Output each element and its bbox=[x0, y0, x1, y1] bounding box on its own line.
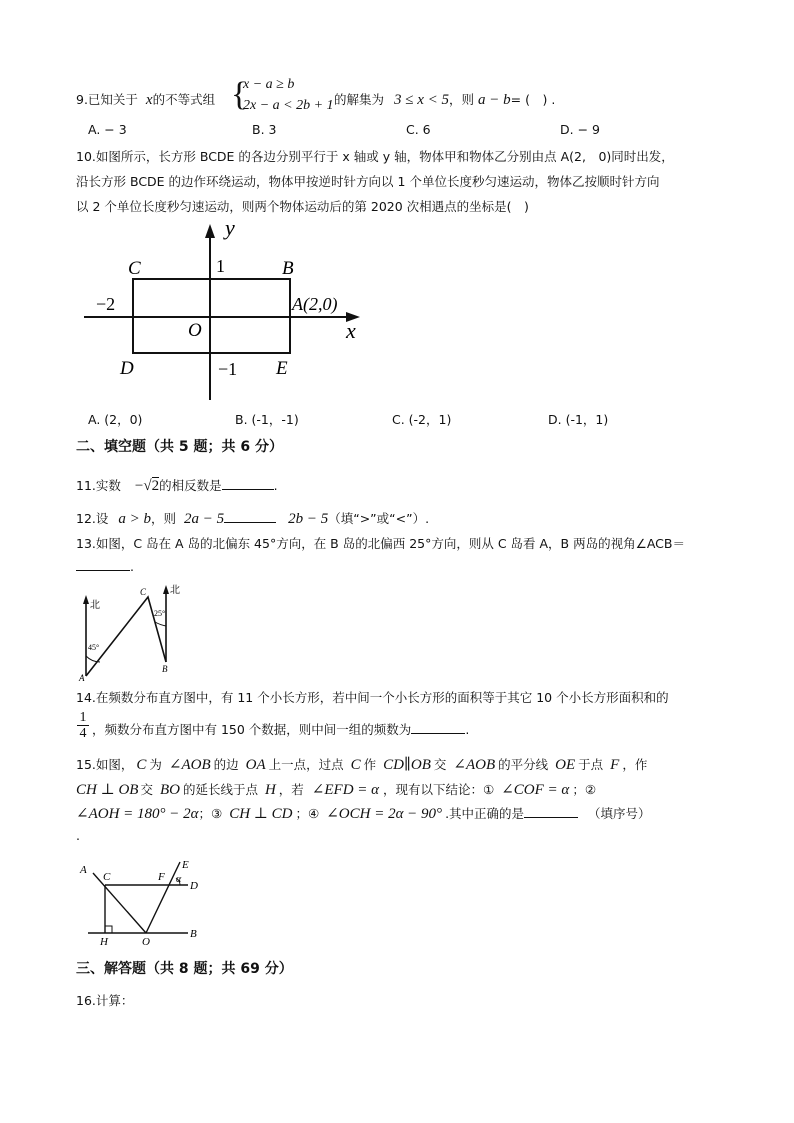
fig15-alpha: α bbox=[176, 874, 182, 885]
fig10-y-label: y bbox=[225, 220, 235, 240]
fig13-angle-45: 45° bbox=[88, 643, 100, 652]
fig10-x-label: x bbox=[346, 318, 356, 343]
q13-figure bbox=[76, 582, 186, 682]
fig10-O: O bbox=[188, 320, 202, 341]
q16-stem: 16.计算： bbox=[76, 993, 134, 1008]
q15-line4: . bbox=[76, 828, 80, 843]
q14-line1: 14.在频数分布直方图中，有 11 个小长方形，若中间一个小长方形的面积等于其它 10 个小长方形面积和的 bbox=[76, 690, 669, 705]
fig13-north-a: 北 bbox=[90, 600, 100, 611]
q9-option-b: B. 3 bbox=[252, 122, 277, 137]
q11-stem: 11.实数 −√2的相反数是 . bbox=[76, 478, 278, 494]
q10-figure bbox=[80, 220, 380, 402]
q9-ineq1: x − a ≥ b bbox=[243, 77, 295, 92]
fig10-neg2: −2 bbox=[96, 294, 116, 314]
q9-ineq2: 2x − a < 2b + 1 bbox=[243, 98, 334, 113]
q10-line1: 10.如图所示，长方形 BCDE 的各边分别平行于 x 轴或 y 轴，物体甲和物体乙分别由点 A(2, 0)同时出发， bbox=[76, 149, 674, 164]
q14-line2: ，频数分布直方图中有 150 个数据，则中间一组的频数为 . bbox=[92, 722, 470, 737]
q15-figure bbox=[76, 856, 206, 946]
fig15-D: D bbox=[190, 880, 198, 892]
q15-line2: CH ⊥ OB 交 BO 的延长线于点 H ，若 ∠EFD = α ，现有以下结论：① ∠COF = α ；② bbox=[76, 782, 597, 798]
q10-line3: 以 2 个单位长度秒匀速运动，则两个物体运动后的第 2020 次相遇点的坐标是( ) bbox=[76, 199, 529, 214]
fig10-one: 1 bbox=[216, 256, 225, 276]
q14-fraction: 1 4 bbox=[77, 711, 89, 742]
q15-line3: ∠AOH = 180° − 2α；③ CH ⊥ CD ；④ ∠OCH = 2α − 90° .其中正确的是 （填序号） bbox=[76, 806, 651, 822]
fig10-neg1: −1 bbox=[218, 359, 238, 379]
fig15-E: E bbox=[182, 859, 189, 871]
q10-option-c: C. (-2，1) bbox=[392, 412, 452, 427]
fig13-B: B bbox=[162, 664, 168, 674]
q9-brace: { bbox=[231, 76, 248, 113]
fig15-A: A bbox=[80, 864, 87, 876]
q10-option-b: B. (-1，-1) bbox=[235, 412, 299, 427]
fig15-O: O bbox=[142, 936, 150, 946]
section-2-title: 二、填空题（共 5 题；共 6 分） bbox=[76, 439, 283, 455]
fig10-B: B bbox=[282, 258, 294, 279]
fig15-B: B bbox=[190, 928, 197, 940]
q10-option-a: A. (2，0) bbox=[88, 412, 143, 427]
q9-option-d: D. − 9 bbox=[560, 122, 600, 137]
fig10-E: E bbox=[276, 358, 288, 379]
fig15-H: H bbox=[100, 936, 108, 946]
fig13-angle-25: 25° bbox=[154, 609, 166, 618]
q9-option-a: A. − 3 bbox=[88, 122, 127, 137]
q13-line1: 13.如图，C 岛在 A 岛的北偏东 45°方向，在 B 岛的北偏西 25°方向，则从 C 岛看 A，B 两岛的视角∠ACB＝ bbox=[76, 536, 685, 551]
fig13-north-b: 北 bbox=[170, 585, 180, 596]
q15-line1: 15.如图， C 为 ∠AOB 的边 OA 上一点，过点 C 作 CD∥OB 交 ∠AOB 的平分线 OE 于点 F ，作 bbox=[76, 757, 648, 773]
fig15-C: C bbox=[103, 871, 111, 883]
fig10-C: C bbox=[128, 258, 141, 279]
fig13-A: A bbox=[79, 673, 85, 682]
q9-option-c: C. 6 bbox=[406, 122, 431, 137]
fig10-D: D bbox=[120, 358, 134, 379]
q12-stem: 12.设 a > b，则 2a − 5 2b − 5（填“>”或“<”）. bbox=[76, 511, 430, 527]
q9-stem: 9.已知关于 x的不等式组 bbox=[76, 92, 216, 108]
q10-option-d: D. (-1，1) bbox=[548, 412, 609, 427]
fig13-C: C bbox=[140, 587, 147, 597]
fig10-A: A(2,0) bbox=[292, 294, 338, 314]
section-3-title: 三、解答题（共 8 题；共 69 分） bbox=[76, 961, 293, 977]
fig15-F: F bbox=[158, 871, 165, 883]
q9-tail: 的解集为 3 ≤ x < 5，则 a − b= ( ) . bbox=[334, 92, 556, 108]
q10-line2: 沿长方形 BCDE 的边作环绕运动，物体甲按逆时针方向以 1 个单位长度秒匀速运动，物体乙按顺时针方向 bbox=[76, 174, 660, 189]
q13-line2: . bbox=[76, 558, 134, 574]
